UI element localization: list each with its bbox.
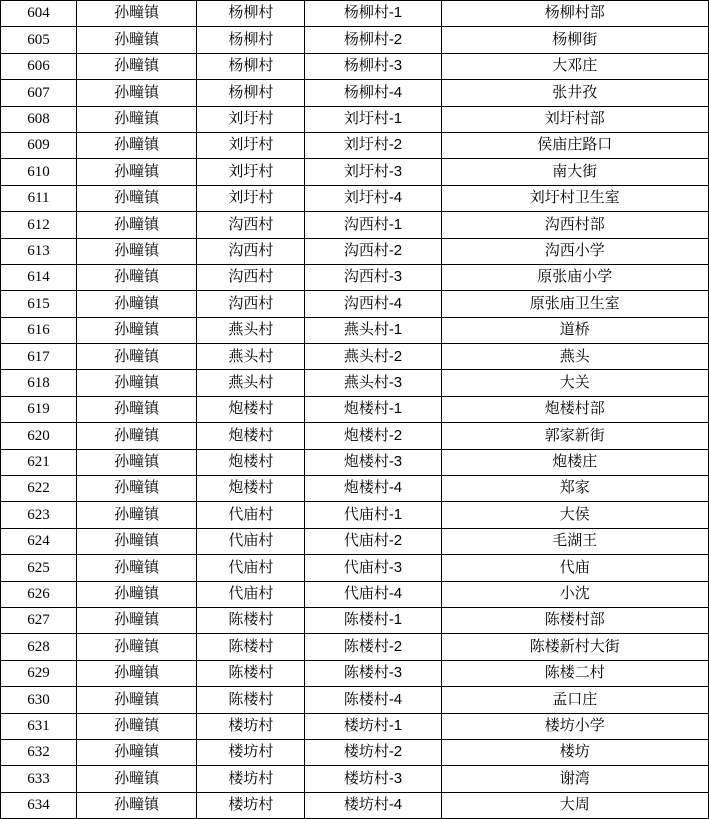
table-cell: 原张庙小学 xyxy=(441,264,708,290)
table-cell: 630 xyxy=(1,687,77,713)
table-cell: 孙疃镇 xyxy=(77,739,197,765)
table-cell: 608 xyxy=(1,106,77,132)
table-cell: 燕头村-1 xyxy=(305,317,441,343)
table-cell: 毛湖王 xyxy=(441,528,708,554)
table-cell: 大周 xyxy=(441,792,708,818)
table-cell: 614 xyxy=(1,264,77,290)
table-cell: 631 xyxy=(1,713,77,739)
table-cell: 609 xyxy=(1,132,77,158)
table-cell: 陈楼村 xyxy=(197,660,305,686)
table-cell: 孙疃镇 xyxy=(77,502,197,528)
table-cell: 侯庙庄路口 xyxy=(441,132,708,158)
table-cell: 刘圩村-3 xyxy=(305,159,441,185)
table-row xyxy=(1,528,709,554)
table-cell: 孙疃镇 xyxy=(77,607,197,633)
table-cell: 618 xyxy=(1,370,77,396)
table-cell: 楼坊村 xyxy=(197,766,305,792)
table-cell: 燕头村-2 xyxy=(305,344,441,370)
table-cell: 谢湾 xyxy=(441,766,708,792)
table-cell: 617 xyxy=(1,344,77,370)
table-cell: 刘圩村 xyxy=(197,132,305,158)
table-cell: 606 xyxy=(1,53,77,79)
table-cell: 刘圩村卫生室 xyxy=(441,185,708,211)
table-cell: 杨柳村 xyxy=(197,27,305,53)
table-cell: 陈楼村部 xyxy=(441,607,708,633)
table-cell: 627 xyxy=(1,607,77,633)
table-cell: 陈楼新村大街 xyxy=(441,634,708,660)
table-row xyxy=(1,1,709,27)
table-cell: 632 xyxy=(1,739,77,765)
table-row xyxy=(1,713,709,739)
table-cell: 楼坊村-2 xyxy=(305,739,441,765)
table-cell: 炮楼村-4 xyxy=(305,476,441,502)
table-cell: 620 xyxy=(1,423,77,449)
table-cell: 楼坊村-3 xyxy=(305,766,441,792)
table-cell: 孙疃镇 xyxy=(77,212,197,238)
table-cell: 燕头村 xyxy=(197,370,305,396)
table-cell: 孙疃镇 xyxy=(77,581,197,607)
table-cell: 沟西村-1 xyxy=(305,212,441,238)
table-row xyxy=(1,80,709,106)
table-cell: 刘圩村 xyxy=(197,106,305,132)
table-cell: 炮楼村-2 xyxy=(305,423,441,449)
table-cell: 613 xyxy=(1,238,77,264)
table-cell: 刘圩村 xyxy=(197,159,305,185)
table-cell: 代庙村 xyxy=(197,528,305,554)
table-cell: 杨柳村 xyxy=(197,1,305,27)
table-row xyxy=(1,607,709,633)
table-cell: 杨柳村部 xyxy=(441,1,708,27)
table-cell: 615 xyxy=(1,291,77,317)
table-cell: 代庙村-2 xyxy=(305,528,441,554)
table-cell: 孙疃镇 xyxy=(77,660,197,686)
table-cell: 陈楼村 xyxy=(197,607,305,633)
table-row xyxy=(1,264,709,290)
table-cell: 623 xyxy=(1,502,77,528)
table-cell: 陈楼村-4 xyxy=(305,687,441,713)
table-cell: 陈楼村-3 xyxy=(305,660,441,686)
table-cell: 代庙 xyxy=(441,555,708,581)
table-cell: 炮楼庄 xyxy=(441,449,708,475)
table-row xyxy=(1,792,709,818)
table-cell: 孙疃镇 xyxy=(77,766,197,792)
table-row xyxy=(1,766,709,792)
table-cell: 燕头村 xyxy=(197,344,305,370)
table-cell: 610 xyxy=(1,159,77,185)
table-cell: 孙疃镇 xyxy=(77,317,197,343)
table-row xyxy=(1,132,709,158)
table-cell: 孙疃镇 xyxy=(77,423,197,449)
table-cell: 原张庙卫生室 xyxy=(441,291,708,317)
table-row xyxy=(1,53,709,79)
table-row xyxy=(1,476,709,502)
table-cell: 杨柳村-2 xyxy=(305,27,441,53)
table-cell: 沟西村-2 xyxy=(305,238,441,264)
table-row xyxy=(1,396,709,422)
table-cell: 燕头村 xyxy=(197,317,305,343)
table-cell: 炮楼村-1 xyxy=(305,396,441,422)
table-cell: 孙疃镇 xyxy=(77,449,197,475)
table-row xyxy=(1,739,709,765)
table-cell: 孙疃镇 xyxy=(77,370,197,396)
table-body xyxy=(1,1,709,819)
table-cell: 605 xyxy=(1,27,77,53)
table-cell: 杨柳村-1 xyxy=(305,1,441,27)
table-cell: 孙疃镇 xyxy=(77,264,197,290)
table-cell: 楼坊村 xyxy=(197,739,305,765)
table-cell: 刘圩村-4 xyxy=(305,185,441,211)
table-cell: 孙疃镇 xyxy=(77,185,197,211)
table-cell: 代庙村-4 xyxy=(305,581,441,607)
table-cell: 炮楼村 xyxy=(197,423,305,449)
table-cell: 杨柳街 xyxy=(441,27,708,53)
table-cell: 代庙村-3 xyxy=(305,555,441,581)
table-cell: 陈楼村 xyxy=(197,687,305,713)
table-cell: 大侯 xyxy=(441,502,708,528)
table-cell: 616 xyxy=(1,317,77,343)
table-cell: 陈楼二村 xyxy=(441,660,708,686)
table-cell: 大邓庄 xyxy=(441,53,708,79)
table-cell: 杨柳村 xyxy=(197,80,305,106)
table-cell: 孙疃镇 xyxy=(77,634,197,660)
table-cell: 杨柳村-3 xyxy=(305,53,441,79)
table-cell: 炮楼村 xyxy=(197,449,305,475)
table-row xyxy=(1,370,709,396)
table-row xyxy=(1,581,709,607)
table-cell: 楼坊村-1 xyxy=(305,713,441,739)
table-cell: 619 xyxy=(1,396,77,422)
table-cell: 612 xyxy=(1,212,77,238)
table-row xyxy=(1,317,709,343)
table-row xyxy=(1,106,709,132)
table-cell: 郭家新街 xyxy=(441,423,708,449)
table-row xyxy=(1,449,709,475)
table-cell: 代庙村 xyxy=(197,502,305,528)
table-cell: 刘圩村 xyxy=(197,185,305,211)
table-cell: 燕头 xyxy=(441,344,708,370)
table-cell: 沟西村 xyxy=(197,212,305,238)
table-cell: 代庙村-1 xyxy=(305,502,441,528)
table-cell: 楼坊小学 xyxy=(441,713,708,739)
table-cell: 小沈 xyxy=(441,581,708,607)
table-row xyxy=(1,27,709,53)
table-cell: 628 xyxy=(1,634,77,660)
table-cell: 张井孜 xyxy=(441,80,708,106)
table-row xyxy=(1,291,709,317)
table-cell: 沟西村部 xyxy=(441,212,708,238)
table-cell: 626 xyxy=(1,581,77,607)
table-row xyxy=(1,185,709,211)
table-cell: 孙疃镇 xyxy=(77,291,197,317)
table-cell: 孙疃镇 xyxy=(77,396,197,422)
table-cell: 634 xyxy=(1,792,77,818)
table-cell: 孙疃镇 xyxy=(77,713,197,739)
table-cell: 孙疃镇 xyxy=(77,80,197,106)
table-cell: 楼坊村-4 xyxy=(305,792,441,818)
table-cell: 炮楼村 xyxy=(197,396,305,422)
table-cell: 楼坊村 xyxy=(197,792,305,818)
table-cell: 孙疃镇 xyxy=(77,792,197,818)
table-row xyxy=(1,423,709,449)
table-cell: 621 xyxy=(1,449,77,475)
table-cell: 孙疃镇 xyxy=(77,344,197,370)
table-row xyxy=(1,212,709,238)
table-cell: 沟西小学 xyxy=(441,238,708,264)
table-cell: 孙疃镇 xyxy=(77,159,197,185)
table-cell: 沟西村 xyxy=(197,291,305,317)
table-cell: 杨柳村-4 xyxy=(305,80,441,106)
table-cell: 607 xyxy=(1,80,77,106)
table-cell: 604 xyxy=(1,1,77,27)
table-cell: 炮楼村 xyxy=(197,476,305,502)
table-cell: 629 xyxy=(1,660,77,686)
table-cell: 道桥 xyxy=(441,317,708,343)
table-cell: 楼坊 xyxy=(441,739,708,765)
table-cell: 沟西村 xyxy=(197,238,305,264)
table-cell: 代庙村 xyxy=(197,555,305,581)
table-cell: 孙疃镇 xyxy=(77,1,197,27)
table-cell: 624 xyxy=(1,528,77,554)
table-cell: 楼坊村 xyxy=(197,713,305,739)
table-cell: 陈楼村-1 xyxy=(305,607,441,633)
table-cell: 刘圩村-1 xyxy=(305,106,441,132)
table-cell: 沟西村 xyxy=(197,264,305,290)
table-cell: 611 xyxy=(1,185,77,211)
table-cell: 大关 xyxy=(441,370,708,396)
table-cell: 刘圩村-2 xyxy=(305,132,441,158)
table-cell: 陈楼村 xyxy=(197,634,305,660)
table-cell: 孙疃镇 xyxy=(77,53,197,79)
table-cell: 孟口庄 xyxy=(441,687,708,713)
table-cell: 孙疃镇 xyxy=(77,476,197,502)
table-cell: 孙疃镇 xyxy=(77,106,197,132)
table-cell: 622 xyxy=(1,476,77,502)
table-cell: 炮楼村部 xyxy=(441,396,708,422)
table-row xyxy=(1,660,709,686)
table-cell: 625 xyxy=(1,555,77,581)
table-cell: 孙疃镇 xyxy=(77,27,197,53)
table-row xyxy=(1,159,709,185)
table-cell: 633 xyxy=(1,766,77,792)
table-cell: 炮楼村-3 xyxy=(305,449,441,475)
table-cell: 孙疃镇 xyxy=(77,528,197,554)
table-cell: 郑家 xyxy=(441,476,708,502)
table-cell: 孙疃镇 xyxy=(77,687,197,713)
table-cell: 沟西村-3 xyxy=(305,264,441,290)
table-row xyxy=(1,344,709,370)
table-cell: 代庙村 xyxy=(197,581,305,607)
table-cell: 南大街 xyxy=(441,159,708,185)
table-cell: 沟西村-4 xyxy=(305,291,441,317)
table-cell: 刘圩村部 xyxy=(441,106,708,132)
table-cell: 孙疃镇 xyxy=(77,238,197,264)
table-row xyxy=(1,634,709,660)
table-cell: 孙疃镇 xyxy=(77,132,197,158)
table-cell: 陈楼村-2 xyxy=(305,634,441,660)
table-cell: 杨柳村 xyxy=(197,53,305,79)
table-cell: 燕头村-3 xyxy=(305,370,441,396)
table-row xyxy=(1,502,709,528)
table-cell: 孙疃镇 xyxy=(77,555,197,581)
table-row xyxy=(1,238,709,264)
table-row xyxy=(1,687,709,713)
table-row xyxy=(1,555,709,581)
